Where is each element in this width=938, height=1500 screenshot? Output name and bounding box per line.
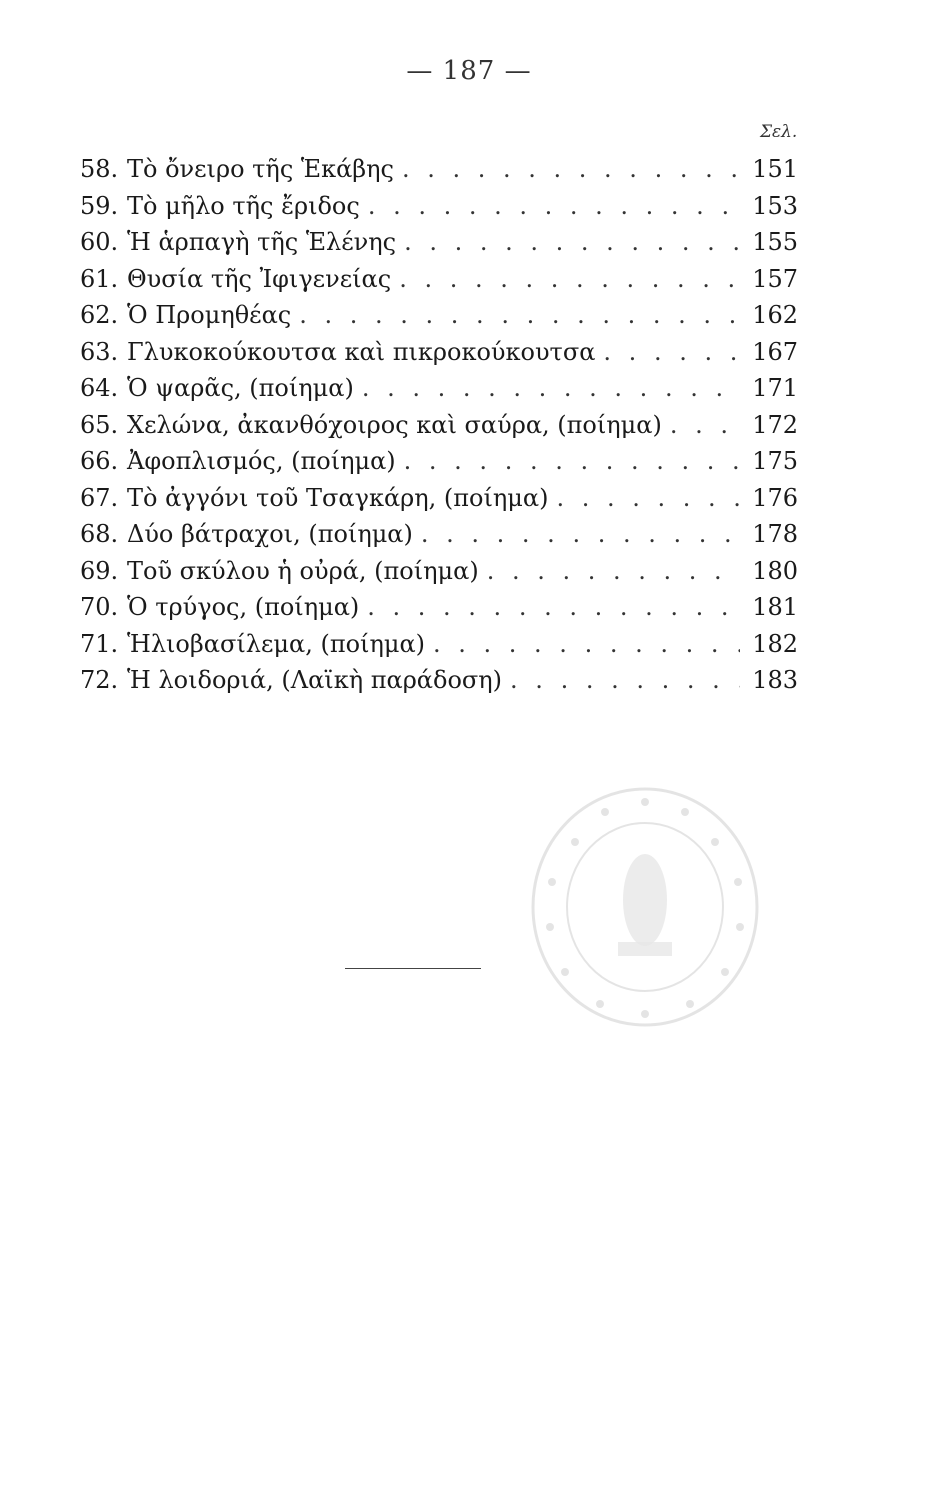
- entry-title: Θυσία τῆς Ἰφιγενείας: [127, 264, 392, 293]
- entry-title: Ὁ ψαρᾶς, (ποίημα): [127, 374, 354, 402]
- dot-leader: [396, 447, 740, 475]
- toc-entry: [80, 155, 798, 192]
- dot-leader: [413, 520, 740, 548]
- end-divider: [345, 968, 481, 969]
- entry-title: Ὁ τρύγος, (ποίημα): [127, 593, 360, 621]
- entry-title: Ἡλιοβασίλεμα, (ποίημα): [127, 629, 426, 658]
- toc-entry: [80, 411, 798, 448]
- toc-entry: [80, 557, 798, 594]
- entry-page: 183: [752, 666, 798, 694]
- entry-page: 157: [752, 264, 798, 293]
- entry-page: 181: [752, 593, 798, 621]
- entry-page: 182: [752, 629, 798, 658]
- entry-title: Ὁ Προμηθέας: [127, 301, 292, 329]
- entry-number: 71.: [80, 629, 119, 658]
- entry-title: Ἡ ἁρπαγὴ τῆς Ἑλένης: [127, 228, 397, 256]
- entry-number: 62.: [80, 301, 119, 329]
- dot-leader: [662, 411, 740, 439]
- entry-page: 151: [752, 155, 798, 183]
- dot-leader: [359, 593, 740, 621]
- entry-page: 176: [752, 483, 798, 512]
- entry-number: 61.: [80, 264, 119, 293]
- entry-number: 68.: [80, 520, 119, 548]
- toc-entry: [80, 630, 798, 667]
- dot-leader: [425, 630, 740, 658]
- page-column-label: Σελ.: [760, 122, 798, 142]
- dot-leader: [479, 557, 740, 585]
- toc-entry: [80, 374, 798, 411]
- entry-number: 63.: [80, 337, 119, 366]
- entry-page: 167: [752, 337, 798, 366]
- entry-page: 153: [752, 191, 798, 220]
- toc-entry: [80, 301, 798, 338]
- dot-leader: [396, 228, 740, 256]
- entry-number: 58.: [80, 155, 119, 183]
- toc-entry: [80, 593, 798, 630]
- toc-entry: [80, 265, 798, 302]
- toc-entry: [80, 666, 798, 703]
- toc-entry: [80, 447, 798, 484]
- library-stamp-icon: [520, 782, 770, 1032]
- entry-page: 178: [752, 520, 798, 548]
- entry-title: Τὸ ἀγγόνι τοῦ Τσαγκάρη, (ποίημα): [127, 483, 549, 512]
- entry-title: Τοῦ σκύλου ἡ οὐρά, (ποίημα): [127, 556, 479, 585]
- dot-leader: [394, 155, 740, 183]
- dot-leader: [502, 666, 740, 694]
- entry-title: Γλυκοκούκουτσα καὶ πικροκούκουτσα: [127, 337, 596, 366]
- entry-title: Ἀφοπλισμός, (ποίημα): [127, 447, 396, 475]
- entry-number: 64.: [80, 374, 119, 402]
- entry-number: 70.: [80, 593, 119, 621]
- entry-number: 60.: [80, 228, 119, 256]
- entry-title: Χελώνα, ἀκανθόχοιρος καὶ σαύρα, (ποίημα): [127, 410, 662, 439]
- entry-number: 65.: [80, 410, 119, 439]
- page-number: — 187 —: [406, 56, 532, 86]
- entry-page: 155: [752, 228, 798, 256]
- dot-leader: [391, 265, 740, 293]
- dot-leader: [354, 374, 740, 402]
- entry-title: Τὸ ὄνειρο τῆς Ἑκάβης: [127, 155, 394, 183]
- entry-page: 162: [752, 301, 798, 329]
- table-of-contents: [80, 155, 798, 703]
- entry-title: Τὸ μῆλο τῆς ἔριδος: [127, 191, 360, 220]
- entry-number: 59.: [80, 191, 119, 220]
- entry-title: Ἡ λοιδοριά, (Λαϊκὴ παράδοση): [127, 666, 503, 694]
- toc-entry: [80, 192, 798, 229]
- dot-leader: [548, 484, 740, 512]
- dot-leader: [595, 338, 740, 366]
- dot-leader: [360, 192, 740, 220]
- entry-page: 172: [752, 410, 798, 439]
- entry-number: 69.: [80, 556, 119, 585]
- entry-number: 67.: [80, 483, 119, 512]
- entry-title: Δύο βάτραχοι, (ποίημα): [127, 520, 413, 548]
- toc-entry: [80, 338, 798, 375]
- entry-number: 72.: [80, 666, 119, 694]
- entry-page: 175: [752, 447, 798, 475]
- entry-page: 180: [752, 556, 798, 585]
- entry-page: 171: [752, 374, 798, 402]
- dot-leader: [291, 301, 740, 329]
- entry-number: 66.: [80, 447, 119, 475]
- toc-entry: [80, 484, 798, 521]
- toc-entry: [80, 228, 798, 265]
- toc-entry: [80, 520, 798, 557]
